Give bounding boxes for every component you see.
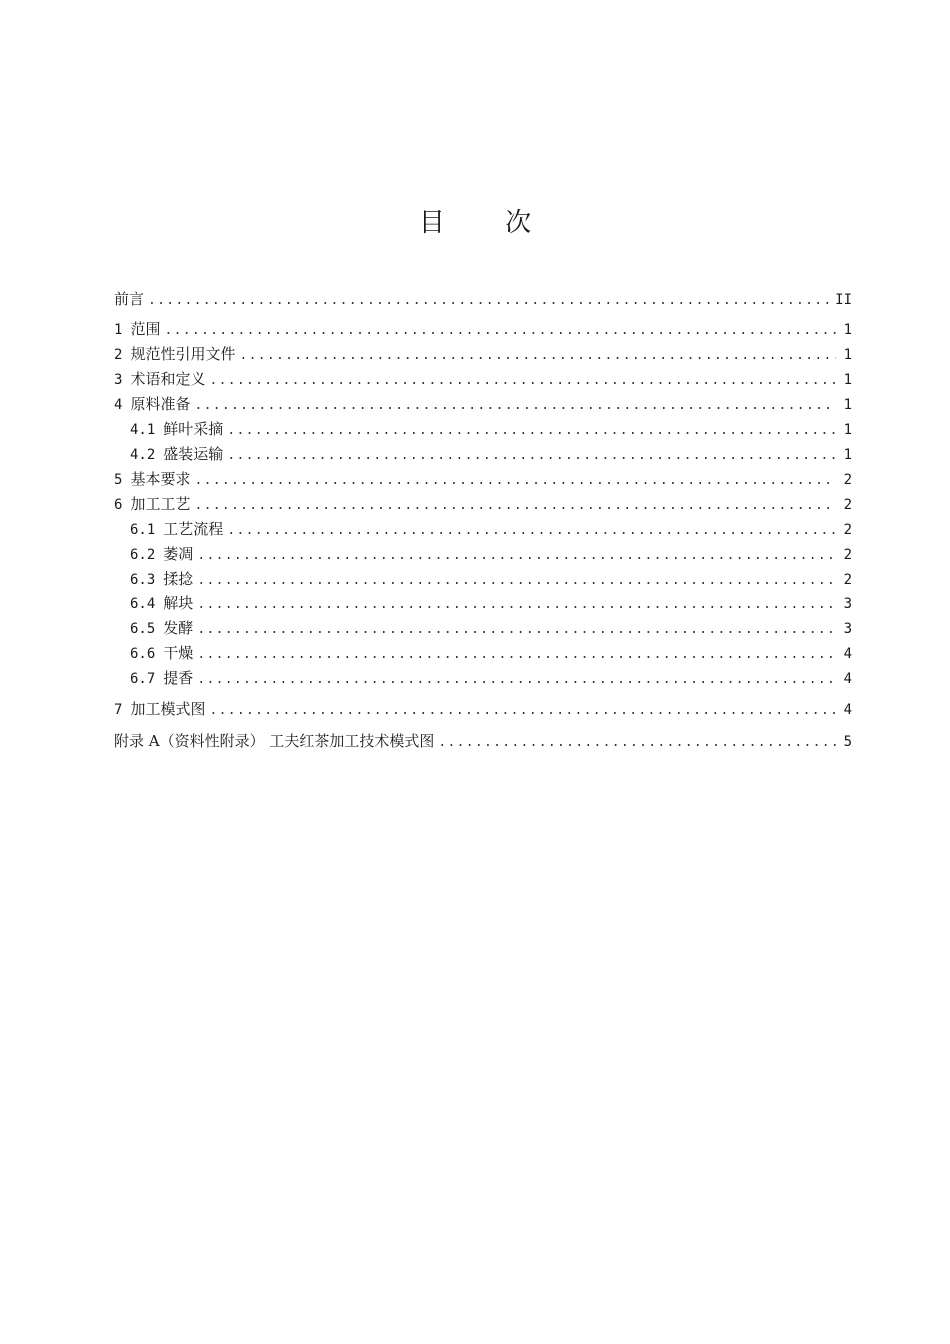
toc-entry-label: 干燥 [163,644,194,662]
toc-entry-7[interactable] [114,698,852,720]
toc-page-number: 4 [843,671,852,687]
toc-entry-label: 原料准备 [130,395,191,413]
toc-entry-1[interactable] [114,318,852,340]
toc-page-number: 2 [843,522,852,538]
dot-leader [438,732,836,754]
toc-entry-label: 发酵 [163,619,194,637]
dot-leader [194,395,836,417]
toc-entry-label: 解块 [163,594,194,612]
toc-entry-appendix-a[interactable] [114,730,852,752]
toc-page-number: 3 [843,596,852,612]
toc-entry-label: 萎凋 [163,545,194,563]
toc-entry-number: 7 [114,702,123,718]
dot-leader [197,619,836,641]
dot-leader [197,594,836,616]
dot-leader [164,320,836,342]
dot-leader [209,700,836,722]
toc-entry-label: 盛装运输 [163,445,224,463]
toc-entry-number: 2 [114,347,123,363]
toc-entry-label: 附录 A（资料性附录） 工夫红茶加工技术模式图 [114,732,435,750]
toc-page-number: 2 [843,497,852,513]
toc-page-number: 4 [843,702,852,718]
toc-entry-label: 鲜叶采摘 [163,420,224,438]
toc-entry-label: 规范性引用文件 [130,345,236,363]
toc-entry-6-3[interactable] [130,568,852,590]
toc-entry-6[interactable] [114,493,852,515]
toc-entry-number: 4.2 [130,447,156,463]
toc-entry-number: 6 [114,497,123,513]
toc-entry-number: 6.7 [130,671,156,687]
toc-page-number: 1 [843,397,852,413]
toc-entry-number: 1 [114,322,123,338]
dot-leader [197,545,836,567]
toc-page-number: 2 [843,572,852,588]
toc-entry-number: 6.4 [130,596,156,612]
toc-entry-4-1[interactable] [130,418,852,440]
toc-page-number: 2 [843,472,852,488]
toc-entry-4-2[interactable] [130,443,852,465]
toc-entry-4[interactable] [114,393,852,415]
toc-entry-6-7[interactable] [130,667,852,689]
dot-leader [227,520,836,542]
toc-page-number: 1 [843,322,852,338]
toc-entry-number: 6.2 [130,547,156,563]
toc-page-number: 1 [843,347,852,363]
toc-page-number: 1 [843,447,852,463]
toc-entry-label: 前言 [114,290,145,308]
toc-entry-5[interactable] [114,468,852,490]
toc-entry-6-4[interactable] [130,592,852,614]
toc-entry-number: 6.6 [130,646,156,662]
dot-leader [209,370,836,392]
toc-entry-number: 6.5 [130,621,156,637]
toc-page-number: 1 [843,422,852,438]
toc-entry-number: 6.1 [130,522,156,538]
toc-page-number: 3 [843,621,852,637]
toc-entry-label: 加工模式图 [130,700,206,718]
toc-entry-label: 揉捻 [163,570,194,588]
toc-entry-3[interactable] [114,368,852,390]
toc-entry-6-2[interactable] [130,543,852,565]
dot-leader [197,644,836,666]
toc-entry-6-5[interactable] [130,617,852,639]
toc-entry-number: 4.1 [130,422,156,438]
toc-entry-label: 加工工艺 [130,495,191,513]
dot-leader [197,669,836,691]
toc-entry-2[interactable] [114,343,852,365]
toc-entry-number: 6.3 [130,572,156,588]
dot-leader [227,420,836,442]
dot-leader [197,570,836,592]
toc-page-number: 2 [843,547,852,563]
toc-page-number: 5 [843,734,852,750]
toc-entry-label: 提香 [163,669,194,687]
toc-entry-foreword[interactable] [114,288,852,310]
toc-entry-6-1[interactable] [130,518,852,540]
dot-leader [148,290,831,312]
dot-leader [194,470,836,492]
toc-entry-label: 术语和定义 [130,370,206,388]
dot-leader [194,495,836,517]
toc-title: 目 次 [418,208,558,238]
dot-leader [239,345,836,367]
toc-entry-label: 工艺流程 [163,520,224,538]
toc-entry-number: 5 [114,472,123,488]
toc-entry-label: 基本要求 [130,470,191,488]
dot-leader [227,445,836,467]
toc-page-number: 1 [843,372,852,388]
toc-entry-number: 3 [114,372,123,388]
toc-page-number: 4 [843,646,852,662]
toc-entry-label: 范围 [130,320,161,338]
toc-entry-6-6[interactable] [130,642,852,664]
toc-page-number: II [835,292,852,308]
toc-entry-number: 4 [114,397,123,413]
